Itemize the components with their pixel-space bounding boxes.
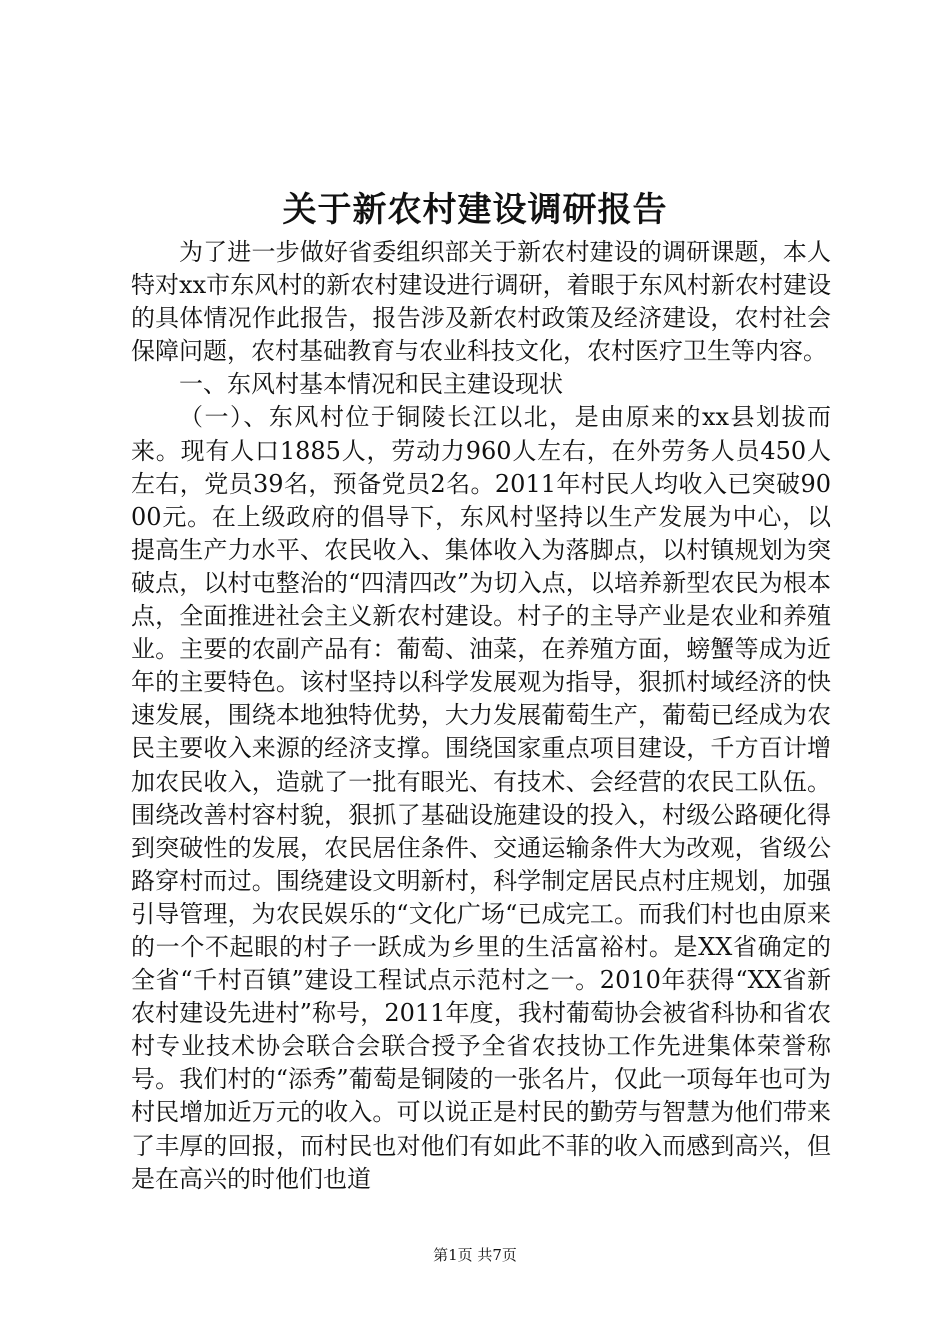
document-title: 关于新农村建设调研报告: [282, 190, 668, 230]
page-footer: 第1页 共7页: [433, 1246, 517, 1264]
intro-paragraph: 为了进一步做好省委组织部关于新农村建设的调研课题，本人特对xx市东风村的新农村建设进行调研，着眼于东风村新农村建设的具体情况作此报告，报告涉及新农村政策及经济建设，农村社会保障问题，农村基础教育与农业科技文化，农村医疗卫生等内容。: [131, 238, 831, 366]
body-paragraph: （一）、东风村位于铜陵长江以北，是由原来的xx县划拔而来。现有人口1885人，劳动力960人左右，在外劳务人员450人左右，党员39名，预备党员2名。2011年村民人均收入已突破9000元。在上级政府的倡导下，东风村坚持以生产发展为中心，以提高生产力水平、农民收入、集体收入为落脚点，以村镇规划为突破点，以村屯整治的“四清四改”为切入点，以培养新型农民为根本点，全面推进社会主义新农村建设。村子的主导产业是农业和养殖业。主要的农副产品有：葡萄、油菜，在养殖方面，螃蟹等成为近年的主要特色。该村坚持以科学发展观为指导，狠抓村域经济的快速发展，围绕本地独特优势，大力发展葡萄生产，葡萄已经成为农民主要收入来源的经济支撑。围绕国家重点项目建设，千方百计增加农民收入，造就了一批有眼光、有技术、会经营的农民工队伍。围绕改善村容村貌，狠抓了基础设施建设的投入，村级公路硬化得到突破性的发展，农民居住条件、交通运输条件大为改观，省级公路穿村而过。围绕建设文明新村，科学制定居民点村庄规划，加强引导管理，为农民娱乐的“文化广场“已成完工。而我们村也由原来的一个不起眼的村子一跃成为乡里的生活富裕村。是XX省确定的全省“千村百镇”建设工程试点示范村之一。2010年获得“XX省新农村建设先进村”称号，2011年度，我村葡萄协会被省科协和省农村专业技术协会联合会联合授予全省农技协工作先进集体荣誉称号。我们村的“添秀”葡萄是铜陵的一张名片，仅此一项每年也可为村民增加近万元的收入。可以说正是村民的勤劳与智慧为他们带来了丰厚的回报，而村民也对他们有如此不菲的收入而感到高兴，但是在高兴的时他们也道: [131, 403, 831, 1193]
section-heading: 一、东风村基本情况和民主建设现状: [179, 370, 563, 399]
document-body: [131, 236, 831, 1196]
